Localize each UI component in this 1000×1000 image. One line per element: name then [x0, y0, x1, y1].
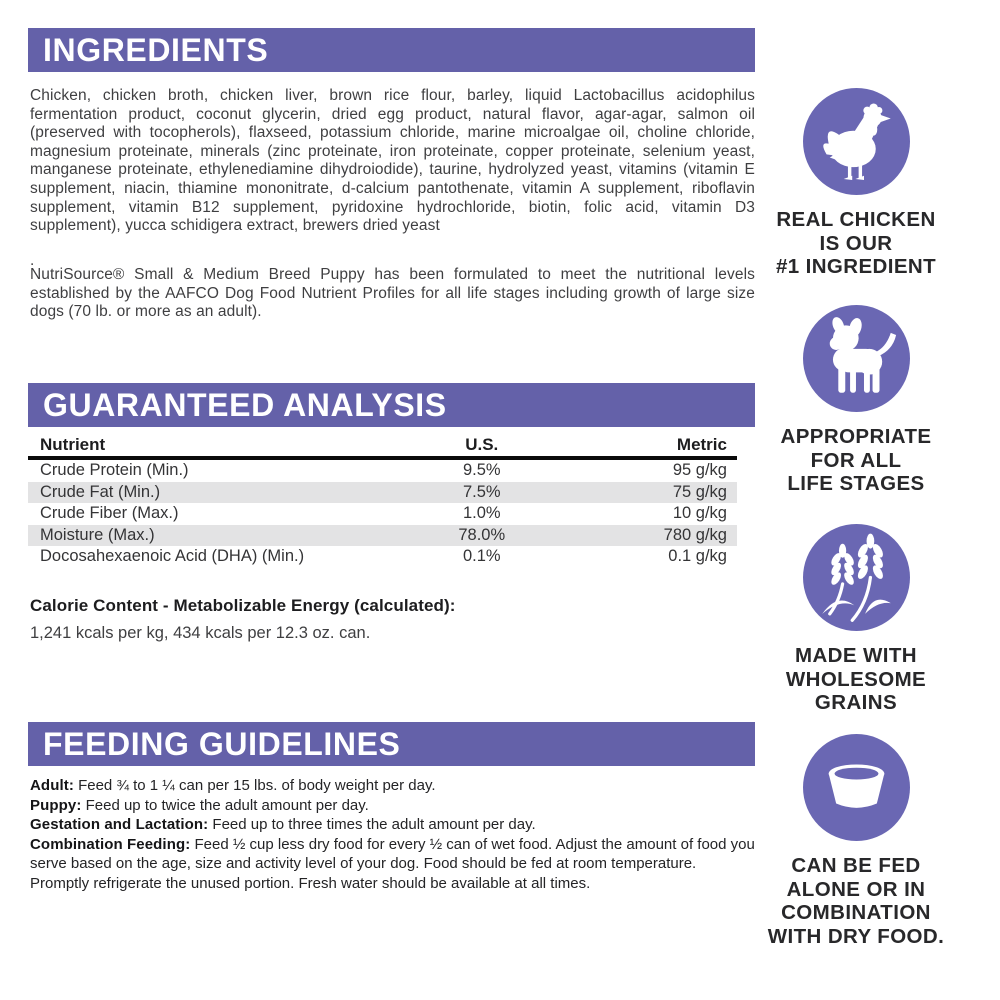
- badge-caption: [786, 644, 926, 715]
- feeding-value: Feed ½ cup less dry food for every ½ can of wet food. Adjust the amount of food you serve based on the age, size and activity level of your dog. Food should be fed at room temperature. Promptly refrigerate the unused portion. Fresh water should be available at all times.: [30, 835, 755, 892]
- col-header-metric: Metric: [676, 434, 727, 454]
- cell-us: 7.5%: [462, 482, 501, 501]
- guaranteed-analysis-heading: GUARANTEED ANALYSIS: [28, 383, 755, 427]
- caption-line: WITH DRY FOOD.: [767, 924, 945, 948]
- cell-us: 0.1%: [462, 547, 501, 566]
- feeding-value: Feed up to three times the adult amount per day.: [208, 816, 536, 833]
- table-row: [28, 460, 737, 482]
- feeding-label: Combination Feeding:: [30, 835, 191, 853]
- feeding-value: Feed up to twice the adult amount per day.: [81, 796, 369, 814]
- calorie-content-value: 1,241 kcals per kg, 434 kcals per 12.3 oz. can.: [30, 624, 371, 642]
- caption-line: FOR ALL: [810, 448, 902, 472]
- cell-metric: 780 g/kg: [663, 525, 727, 544]
- caption-line: COMBINATION: [781, 901, 931, 924]
- guaranteed-analysis-table: [28, 433, 737, 568]
- caption-line: #1 INGREDIENT: [775, 255, 937, 278]
- table-row: [28, 546, 737, 568]
- feeding-value: Feed ¾ to 1 ¼ can per 15 lbs. of body weight per day.: [73, 777, 436, 794]
- cell-us: 9.5%: [462, 461, 501, 480]
- caption-line: ALONE OR IN: [786, 877, 926, 901]
- caption-line: CAN BE FED: [791, 854, 921, 877]
- badge-wholesome-grains: [765, 524, 947, 715]
- cell-nutrient: Crude Fat (Min.): [40, 482, 161, 501]
- caption-line: LIFE STAGES: [787, 472, 925, 495]
- caption-line: WHOLESOME: [785, 667, 927, 691]
- cell-metric: 0.1 g/kg: [668, 547, 727, 566]
- badge-life-stages: [765, 305, 947, 496]
- stray-period: .: [30, 252, 35, 269]
- feeding-line-adult: [30, 776, 757, 796]
- cell-us: 78.0%: [458, 525, 506, 544]
- cell-metric: 95 g/kg: [672, 461, 727, 480]
- badge-combination-feeding: [765, 734, 947, 948]
- table-row: [28, 482, 737, 504]
- caption-line: MADE WITH: [794, 644, 917, 667]
- caption-line: APPROPRIATE: [780, 425, 932, 448]
- feeding-label: Puppy:: [30, 796, 82, 814]
- cell-nutrient: Crude Fiber (Max.): [40, 504, 179, 523]
- aafco-statement: NutriSource® Small & Medium Breed Puppy has been formulated to meet the nutritional levels established by the AAFCO Dog Food Nutrient Profiles for all life stages including growth of large size dogs (70 lb. or more as an adult).: [30, 266, 755, 321]
- cell-metric: 75 g/kg: [672, 482, 727, 501]
- badge-real-chicken: [765, 88, 947, 279]
- feeding-line-gestation: [30, 815, 757, 835]
- feeding-guidelines-heading: FEEDING GUIDELINES: [28, 722, 755, 766]
- chicken-icon: [803, 88, 910, 195]
- table-row: [28, 525, 737, 547]
- ingredients-list: Chicken, chicken broth, chicken liver, brown rice flour, barley, liquid Lactobacillus acidophilus fermentation product, coconut glycerin, dried egg product, natural flavor, agar-agar, salmon oil (preserved with tocopherols), flaxseed, potassium chloride, marine microalgae oil, choline chloride, magnesium proteinate, minerals (zinc proteinate, iron proteinate, copper proteinate, selenium yeast, manganese proteinate, ethylenediamine dihydroiodide), taurine, hydrolyzed yeast, vitamins (vitamin E supplement, niacin, thiamine mononitrate, d-calcium pantothenate, vitamin A supplement, riboflavin supplement, vitamin B12 supplement, pyridoxine hydrochloride, biotin, folic acid, vitamin D3 supplement), yucca schidigera extract, brewers dried yeast: [30, 87, 755, 235]
- bowl-icon: [803, 734, 910, 841]
- badge-caption: [768, 854, 944, 948]
- feeding-label: Gestation and Lactation:: [30, 816, 209, 833]
- col-header-nutrient: Nutrient: [40, 434, 106, 454]
- cell-nutrient: Crude Protein (Min.): [40, 461, 189, 480]
- feeding-label: Adult:: [30, 777, 74, 794]
- cell-nutrient: Docosahexaenoic Acid (DHA) (Min.): [40, 547, 305, 566]
- badge-caption: [781, 425, 932, 496]
- puppy-icon: [803, 305, 910, 412]
- table-row: [28, 503, 737, 525]
- feeding-line-puppy: [30, 796, 757, 816]
- badge-caption: [776, 208, 936, 279]
- col-header-us: U.S.: [465, 434, 499, 454]
- table-header-row: [28, 433, 737, 460]
- caption-line: GRAINS: [814, 691, 898, 714]
- caption-line: REAL CHICKEN: [776, 208, 936, 231]
- cell-us: 1.0%: [462, 504, 501, 523]
- caption-line: IS OUR: [819, 231, 893, 255]
- ingredients-heading: INGREDIENTS: [28, 28, 755, 72]
- feeding-guidelines-text: [30, 776, 757, 893]
- cell-metric: 10 g/kg: [672, 504, 727, 523]
- wheat-icon: [803, 524, 910, 631]
- cell-nutrient: Moisture (Max.): [40, 525, 155, 544]
- calorie-content-heading: Calorie Content - Metabolizable Energy (calculated):: [30, 596, 456, 615]
- feeding-line-combination: [30, 835, 757, 894]
